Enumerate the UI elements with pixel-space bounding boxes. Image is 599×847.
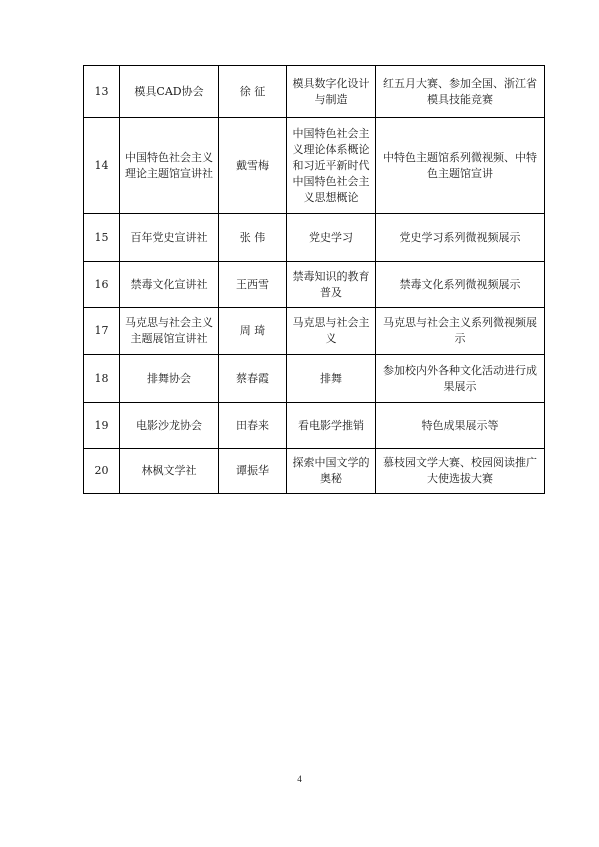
club-activity: 中特色主题馆系列微视频、中特色主题馆宣讲	[376, 118, 545, 214]
row-number: 14	[84, 118, 120, 214]
club-leader: 张 伟	[219, 214, 287, 262]
club-leader: 蔡春霞	[219, 355, 287, 403]
club-activity: 参加校内外各种文化活动进行成果展示	[376, 355, 545, 403]
club-topic: 中国特色社会主义理论体系概论和习近平新时代中国特色社会主义思想概论	[287, 118, 376, 214]
club-leader: 戴雪梅	[219, 118, 287, 214]
table-row	[84, 403, 545, 449]
club-name: 电影沙龙协会	[120, 403, 219, 449]
clubs-table	[83, 65, 545, 494]
club-name: 百年党史宣讲社	[120, 214, 219, 262]
club-leader: 徐 征	[219, 66, 287, 118]
row-number: 13	[84, 66, 120, 118]
table-row	[84, 214, 545, 262]
club-activity: 慕枝园文学大赛、校园阅读推广大使选拔大赛	[376, 449, 545, 494]
row-number: 18	[84, 355, 120, 403]
club-topic: 探索中国文学的奥秘	[287, 449, 376, 494]
club-topic: 党史学习	[287, 214, 376, 262]
table-row	[84, 449, 545, 494]
club-name: 林枫文学社	[120, 449, 219, 494]
club-leader: 田春来	[219, 403, 287, 449]
table-row	[84, 308, 545, 355]
club-name: 排舞协会	[120, 355, 219, 403]
club-activity: 马克思与社会主义系列微视频展示	[376, 308, 545, 355]
club-topic: 看电影学推销	[287, 403, 376, 449]
table-row	[84, 262, 545, 308]
club-name: 中国特色社会主义理论主题馆宣讲社	[120, 118, 219, 214]
club-name: 禁毒文化宣讲社	[120, 262, 219, 308]
table-row	[84, 355, 545, 403]
page-number: 4	[297, 774, 302, 784]
table-row	[84, 66, 545, 118]
club-leader: 王西雪	[219, 262, 287, 308]
row-number: 16	[84, 262, 120, 308]
row-number: 17	[84, 308, 120, 355]
row-number: 19	[84, 403, 120, 449]
club-topic: 模具数字化设计与制造	[287, 66, 376, 118]
club-name: 马克思与社会主义主题展馆宣讲社	[120, 308, 219, 355]
club-activity: 特色成果展示等	[376, 403, 545, 449]
club-topic: 马克思与社会主义	[287, 308, 376, 355]
row-number: 20	[84, 449, 120, 494]
club-activity: 禁毒文化系列微视频展示	[376, 262, 545, 308]
club-topic: 排舞	[287, 355, 376, 403]
club-leader: 谭振华	[219, 449, 287, 494]
club-name: 模具CAD协会	[120, 66, 219, 118]
table-row	[84, 118, 545, 214]
club-topic: 禁毒知识的教育普及	[287, 262, 376, 308]
club-activity: 党史学习系列微视频展示	[376, 214, 545, 262]
row-number: 15	[84, 214, 120, 262]
club-leader: 周 琦	[219, 308, 287, 355]
club-activity: 红五月大赛、参加全国、浙江省模具技能竞赛	[376, 66, 545, 118]
